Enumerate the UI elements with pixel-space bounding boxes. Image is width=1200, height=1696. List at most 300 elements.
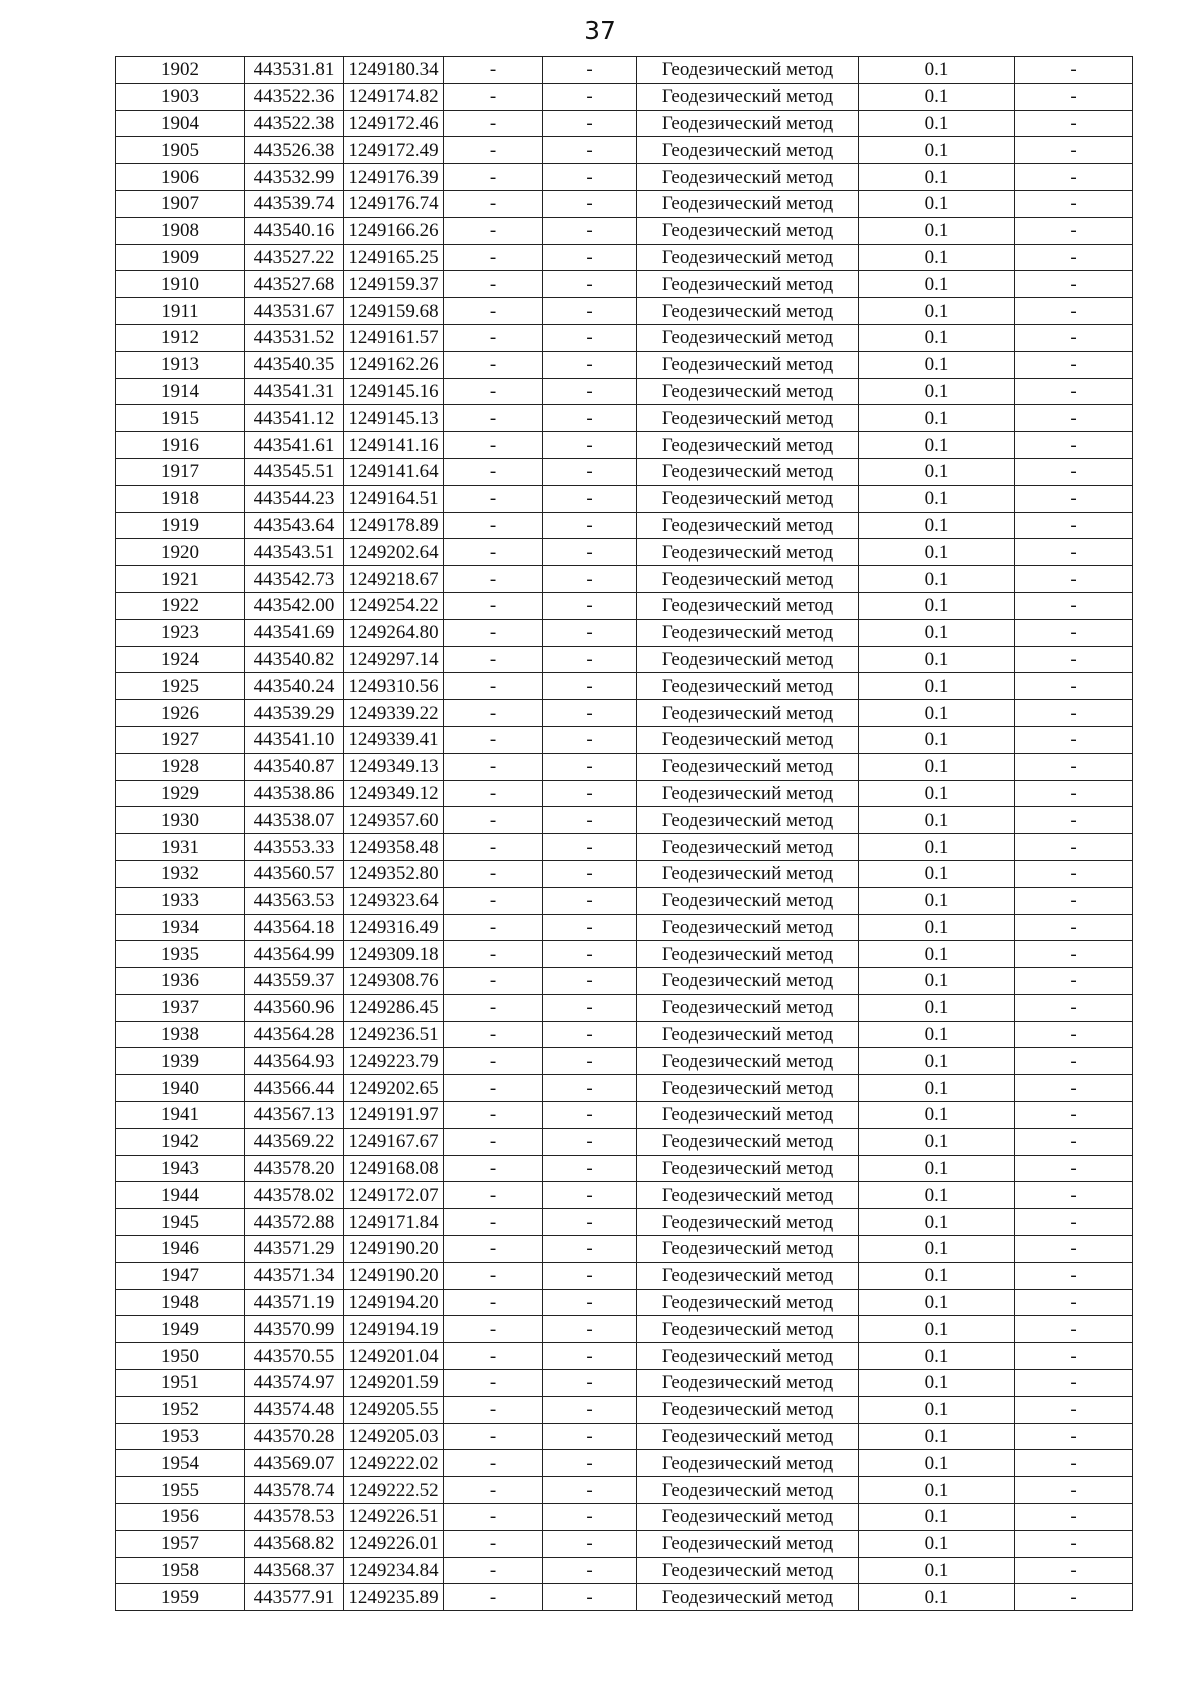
- precision-cell: 0.1: [859, 190, 1015, 217]
- empty-value-cell: -: [444, 1075, 543, 1102]
- method-cell: Геодезический метод: [637, 1370, 859, 1397]
- table-row: [116, 1048, 1133, 1075]
- empty-value-cell: -: [543, 1423, 637, 1450]
- x-coordinate-cell: 443560.57: [245, 860, 344, 887]
- empty-value-cell: -: [1015, 673, 1133, 700]
- empty-value-cell: -: [444, 726, 543, 753]
- point-number-cell: 1907: [116, 190, 245, 217]
- empty-value-cell: -: [444, 1209, 543, 1236]
- x-coordinate-cell: 443571.34: [245, 1262, 344, 1289]
- method-cell: Геодезический метод: [637, 1530, 859, 1557]
- y-coordinate-cell: 1249205.55: [344, 1396, 444, 1423]
- table-row: [116, 968, 1133, 995]
- precision-cell: 0.1: [859, 539, 1015, 566]
- empty-value-cell: -: [444, 57, 543, 84]
- method-cell: Геодезический метод: [637, 1128, 859, 1155]
- y-coordinate-cell: 1249201.04: [344, 1343, 444, 1370]
- point-number-cell: 1904: [116, 110, 245, 137]
- table-row: [116, 1450, 1133, 1477]
- point-number-cell: 1918: [116, 485, 245, 512]
- precision-cell: 0.1: [859, 1584, 1015, 1611]
- empty-value-cell: -: [444, 1530, 543, 1557]
- precision-cell: 0.1: [859, 217, 1015, 244]
- point-number-cell: 1902: [116, 57, 245, 84]
- precision-cell: 0.1: [859, 646, 1015, 673]
- precision-cell: 0.1: [859, 1396, 1015, 1423]
- empty-value-cell: -: [1015, 539, 1133, 566]
- coordinates-table-body: [116, 57, 1133, 1611]
- precision-cell: 0.1: [859, 405, 1015, 432]
- table-row: [116, 646, 1133, 673]
- y-coordinate-cell: 1249349.13: [344, 753, 444, 780]
- empty-value-cell: -: [1015, 1048, 1133, 1075]
- table-row: [116, 807, 1133, 834]
- empty-value-cell: -: [444, 860, 543, 887]
- table-row: [116, 1370, 1133, 1397]
- empty-value-cell: -: [444, 968, 543, 995]
- table-row: [116, 512, 1133, 539]
- y-coordinate-cell: 1249226.51: [344, 1504, 444, 1531]
- method-cell: Геодезический метод: [637, 673, 859, 700]
- empty-value-cell: -: [543, 1504, 637, 1531]
- empty-value-cell: -: [444, 83, 543, 110]
- method-cell: Геодезический метод: [637, 968, 859, 995]
- table-row: [116, 860, 1133, 887]
- method-cell: Геодезический метод: [637, 137, 859, 164]
- empty-value-cell: -: [543, 432, 637, 459]
- empty-value-cell: -: [1015, 1128, 1133, 1155]
- table-row: [116, 1021, 1133, 1048]
- point-number-cell: 1928: [116, 753, 245, 780]
- empty-value-cell: -: [444, 807, 543, 834]
- method-cell: Геодезический метод: [637, 807, 859, 834]
- empty-value-cell: -: [444, 1370, 543, 1397]
- point-number-cell: 1930: [116, 807, 245, 834]
- method-cell: Геодезический метод: [637, 1450, 859, 1477]
- x-coordinate-cell: 443578.53: [245, 1504, 344, 1531]
- x-coordinate-cell: 443577.91: [245, 1584, 344, 1611]
- empty-value-cell: -: [444, 1343, 543, 1370]
- method-cell: Геодезический метод: [637, 780, 859, 807]
- method-cell: Геодезический метод: [637, 244, 859, 271]
- precision-cell: 0.1: [859, 1289, 1015, 1316]
- table-row: [116, 1236, 1133, 1263]
- empty-value-cell: -: [543, 646, 637, 673]
- table-row: [116, 83, 1133, 110]
- empty-value-cell: -: [1015, 1316, 1133, 1343]
- empty-value-cell: -: [1015, 807, 1133, 834]
- precision-cell: 0.1: [859, 271, 1015, 298]
- empty-value-cell: -: [543, 807, 637, 834]
- table-row: [116, 1316, 1133, 1343]
- empty-value-cell: -: [1015, 512, 1133, 539]
- x-coordinate-cell: 443542.73: [245, 566, 344, 593]
- empty-value-cell: -: [1015, 1396, 1133, 1423]
- method-cell: Геодезический метод: [637, 83, 859, 110]
- method-cell: Геодезический метод: [637, 994, 859, 1021]
- empty-value-cell: -: [1015, 271, 1133, 298]
- y-coordinate-cell: 1249166.26: [344, 217, 444, 244]
- method-cell: Геодезический метод: [637, 1343, 859, 1370]
- point-number-cell: 1915: [116, 405, 245, 432]
- x-coordinate-cell: 443526.38: [245, 137, 344, 164]
- point-number-cell: 1924: [116, 646, 245, 673]
- empty-value-cell: -: [543, 592, 637, 619]
- table-row: [116, 914, 1133, 941]
- empty-value-cell: -: [1015, 646, 1133, 673]
- point-number-cell: 1931: [116, 834, 245, 861]
- y-coordinate-cell: 1249310.56: [344, 673, 444, 700]
- empty-value-cell: -: [543, 324, 637, 351]
- table-row: [116, 378, 1133, 405]
- precision-cell: 0.1: [859, 244, 1015, 271]
- method-cell: Геодезический метод: [637, 1075, 859, 1102]
- table-row: [116, 539, 1133, 566]
- precision-cell: 0.1: [859, 110, 1015, 137]
- empty-value-cell: -: [444, 994, 543, 1021]
- y-coordinate-cell: 1249145.13: [344, 405, 444, 432]
- empty-value-cell: -: [444, 512, 543, 539]
- empty-value-cell: -: [444, 592, 543, 619]
- table-row: [116, 1504, 1133, 1531]
- point-number-cell: 1944: [116, 1182, 245, 1209]
- empty-value-cell: -: [1015, 941, 1133, 968]
- point-number-cell: 1952: [116, 1396, 245, 1423]
- precision-cell: 0.1: [859, 619, 1015, 646]
- x-coordinate-cell: 443567.13: [245, 1102, 344, 1129]
- table-row: [116, 1155, 1133, 1182]
- precision-cell: 0.1: [859, 351, 1015, 378]
- method-cell: Геодезический метод: [637, 1021, 859, 1048]
- empty-value-cell: -: [543, 1557, 637, 1584]
- method-cell: Геодезический метод: [637, 164, 859, 191]
- point-number-cell: 1949: [116, 1316, 245, 1343]
- x-coordinate-cell: 443563.53: [245, 887, 344, 914]
- precision-cell: 0.1: [859, 1477, 1015, 1504]
- y-coordinate-cell: 1249141.64: [344, 458, 444, 485]
- precision-cell: 0.1: [859, 566, 1015, 593]
- empty-value-cell: -: [543, 110, 637, 137]
- precision-cell: 0.1: [859, 592, 1015, 619]
- empty-value-cell: -: [444, 1155, 543, 1182]
- empty-value-cell: -: [1015, 1477, 1133, 1504]
- precision-cell: 0.1: [859, 57, 1015, 84]
- method-cell: Геодезический метод: [637, 1155, 859, 1182]
- point-number-cell: 1925: [116, 673, 245, 700]
- x-coordinate-cell: 443540.35: [245, 351, 344, 378]
- x-coordinate-cell: 443564.28: [245, 1021, 344, 1048]
- method-cell: Геодезический метод: [637, 1236, 859, 1263]
- x-coordinate-cell: 443574.97: [245, 1370, 344, 1397]
- point-number-cell: 1958: [116, 1557, 245, 1584]
- empty-value-cell: -: [444, 619, 543, 646]
- empty-value-cell: -: [444, 1262, 543, 1289]
- empty-value-cell: -: [543, 1450, 637, 1477]
- table-row: [116, 190, 1133, 217]
- empty-value-cell: -: [543, 458, 637, 485]
- table-row: [116, 458, 1133, 485]
- table-row: [116, 351, 1133, 378]
- empty-value-cell: -: [543, 753, 637, 780]
- y-coordinate-cell: 1249323.64: [344, 887, 444, 914]
- table-row: [116, 1102, 1133, 1129]
- y-coordinate-cell: 1249223.79: [344, 1048, 444, 1075]
- point-number-cell: 1929: [116, 780, 245, 807]
- precision-cell: 0.1: [859, 860, 1015, 887]
- method-cell: Геодезический метод: [637, 1289, 859, 1316]
- precision-cell: 0.1: [859, 941, 1015, 968]
- precision-cell: 0.1: [859, 1075, 1015, 1102]
- method-cell: Геодезический метод: [637, 190, 859, 217]
- method-cell: Геодезический метод: [637, 458, 859, 485]
- x-coordinate-cell: 443540.82: [245, 646, 344, 673]
- empty-value-cell: -: [1015, 1343, 1133, 1370]
- x-coordinate-cell: 443559.37: [245, 968, 344, 995]
- empty-value-cell: -: [444, 405, 543, 432]
- method-cell: Геодезический метод: [637, 512, 859, 539]
- x-coordinate-cell: 443564.18: [245, 914, 344, 941]
- x-coordinate-cell: 443543.64: [245, 512, 344, 539]
- y-coordinate-cell: 1249349.12: [344, 780, 444, 807]
- empty-value-cell: -: [543, 1128, 637, 1155]
- y-coordinate-cell: 1249194.20: [344, 1289, 444, 1316]
- empty-value-cell: -: [543, 137, 637, 164]
- method-cell: Геодезический метод: [637, 1584, 859, 1611]
- y-coordinate-cell: 1249297.14: [344, 646, 444, 673]
- precision-cell: 0.1: [859, 1504, 1015, 1531]
- empty-value-cell: -: [543, 298, 637, 325]
- x-coordinate-cell: 443540.16: [245, 217, 344, 244]
- table-row: [116, 217, 1133, 244]
- precision-cell: 0.1: [859, 780, 1015, 807]
- empty-value-cell: -: [1015, 1289, 1133, 1316]
- y-coordinate-cell: 1249222.02: [344, 1450, 444, 1477]
- method-cell: Геодезический метод: [637, 1209, 859, 1236]
- y-coordinate-cell: 1249264.80: [344, 619, 444, 646]
- x-coordinate-cell: 443572.88: [245, 1209, 344, 1236]
- empty-value-cell: -: [543, 1370, 637, 1397]
- point-number-cell: 1959: [116, 1584, 245, 1611]
- table-row: [116, 1557, 1133, 1584]
- method-cell: Геодезический метод: [637, 1182, 859, 1209]
- method-cell: Геодезический метод: [637, 298, 859, 325]
- precision-cell: 0.1: [859, 1128, 1015, 1155]
- point-number-cell: 1947: [116, 1262, 245, 1289]
- empty-value-cell: -: [444, 324, 543, 351]
- empty-value-cell: -: [543, 673, 637, 700]
- empty-value-cell: -: [1015, 1236, 1133, 1263]
- point-number-cell: 1932: [116, 860, 245, 887]
- y-coordinate-cell: 1249205.03: [344, 1423, 444, 1450]
- empty-value-cell: -: [543, 378, 637, 405]
- x-coordinate-cell: 443564.99: [245, 941, 344, 968]
- x-coordinate-cell: 443522.38: [245, 110, 344, 137]
- empty-value-cell: -: [1015, 190, 1133, 217]
- empty-value-cell: -: [1015, 110, 1133, 137]
- y-coordinate-cell: 1249172.07: [344, 1182, 444, 1209]
- y-coordinate-cell: 1249141.16: [344, 432, 444, 459]
- empty-value-cell: -: [1015, 1209, 1133, 1236]
- point-number-cell: 1934: [116, 914, 245, 941]
- point-number-cell: 1950: [116, 1343, 245, 1370]
- x-coordinate-cell: 443541.31: [245, 378, 344, 405]
- method-cell: Геодезический метод: [637, 1504, 859, 1531]
- precision-cell: 0.1: [859, 485, 1015, 512]
- table-row: [116, 1075, 1133, 1102]
- empty-value-cell: -: [1015, 1182, 1133, 1209]
- x-coordinate-cell: 443531.67: [245, 298, 344, 325]
- method-cell: Геодезический метод: [637, 539, 859, 566]
- precision-cell: 0.1: [859, 1209, 1015, 1236]
- table-row: [116, 592, 1133, 619]
- table-row: [116, 110, 1133, 137]
- method-cell: Геодезический метод: [637, 834, 859, 861]
- empty-value-cell: -: [1015, 1584, 1133, 1611]
- empty-value-cell: -: [1015, 566, 1133, 593]
- method-cell: Геодезический метод: [637, 753, 859, 780]
- table-row: [116, 1423, 1133, 1450]
- x-coordinate-cell: 443541.12: [245, 405, 344, 432]
- x-coordinate-cell: 443527.68: [245, 271, 344, 298]
- point-number-cell: 1942: [116, 1128, 245, 1155]
- y-coordinate-cell: 1249222.52: [344, 1477, 444, 1504]
- precision-cell: 0.1: [859, 83, 1015, 110]
- point-number-cell: 1906: [116, 164, 245, 191]
- point-number-cell: 1909: [116, 244, 245, 271]
- precision-cell: 0.1: [859, 834, 1015, 861]
- empty-value-cell: -: [1015, 1504, 1133, 1531]
- y-coordinate-cell: 1249357.60: [344, 807, 444, 834]
- method-cell: Геодезический метод: [637, 1557, 859, 1584]
- point-number-cell: 1937: [116, 994, 245, 1021]
- method-cell: Геодезический метод: [637, 1477, 859, 1504]
- empty-value-cell: -: [444, 485, 543, 512]
- method-cell: Геодезический метод: [637, 271, 859, 298]
- y-coordinate-cell: 1249190.20: [344, 1236, 444, 1263]
- empty-value-cell: -: [543, 726, 637, 753]
- empty-value-cell: -: [444, 1584, 543, 1611]
- empty-value-cell: -: [1015, 860, 1133, 887]
- empty-value-cell: -: [444, 137, 543, 164]
- precision-cell: 0.1: [859, 512, 1015, 539]
- method-cell: Геодезический метод: [637, 432, 859, 459]
- empty-value-cell: -: [543, 512, 637, 539]
- table-row: [116, 1128, 1133, 1155]
- precision-cell: 0.1: [859, 1021, 1015, 1048]
- point-number-cell: 1945: [116, 1209, 245, 1236]
- method-cell: Геодезический метод: [637, 217, 859, 244]
- method-cell: Геодезический метод: [637, 378, 859, 405]
- table-row: [116, 1289, 1133, 1316]
- x-coordinate-cell: 443544.23: [245, 485, 344, 512]
- precision-cell: 0.1: [859, 700, 1015, 727]
- empty-value-cell: -: [543, 1102, 637, 1129]
- empty-value-cell: -: [1015, 1075, 1133, 1102]
- empty-value-cell: -: [1015, 83, 1133, 110]
- empty-value-cell: -: [444, 1128, 543, 1155]
- y-coordinate-cell: 1249178.89: [344, 512, 444, 539]
- empty-value-cell: -: [543, 1021, 637, 1048]
- empty-value-cell: -: [444, 646, 543, 673]
- method-cell: Геодезический метод: [637, 1423, 859, 1450]
- y-coordinate-cell: 1249161.57: [344, 324, 444, 351]
- point-number-cell: 1911: [116, 298, 245, 325]
- y-coordinate-cell: 1249167.67: [344, 1128, 444, 1155]
- y-coordinate-cell: 1249308.76: [344, 968, 444, 995]
- empty-value-cell: -: [1015, 57, 1133, 84]
- x-coordinate-cell: 443571.19: [245, 1289, 344, 1316]
- method-cell: Геодезический метод: [637, 57, 859, 84]
- empty-value-cell: -: [543, 190, 637, 217]
- y-coordinate-cell: 1249190.20: [344, 1262, 444, 1289]
- y-coordinate-cell: 1249339.41: [344, 726, 444, 753]
- empty-value-cell: -: [444, 1396, 543, 1423]
- method-cell: Геодезический метод: [637, 887, 859, 914]
- page-number: 37: [584, 16, 616, 45]
- y-coordinate-cell: 1249194.19: [344, 1316, 444, 1343]
- precision-cell: 0.1: [859, 807, 1015, 834]
- empty-value-cell: -: [444, 1477, 543, 1504]
- table-row: [116, 834, 1133, 861]
- y-coordinate-cell: 1249339.22: [344, 700, 444, 727]
- precision-cell: 0.1: [859, 1423, 1015, 1450]
- table-row: [116, 1343, 1133, 1370]
- table-row: [116, 164, 1133, 191]
- empty-value-cell: -: [444, 1289, 543, 1316]
- y-coordinate-cell: 1249180.34: [344, 57, 444, 84]
- table-row: [116, 1182, 1133, 1209]
- empty-value-cell: -: [543, 566, 637, 593]
- y-coordinate-cell: 1249159.68: [344, 298, 444, 325]
- empty-value-cell: -: [543, 405, 637, 432]
- point-number-cell: 1927: [116, 726, 245, 753]
- point-number-cell: 1939: [116, 1048, 245, 1075]
- table-row: [116, 1396, 1133, 1423]
- point-number-cell: 1948: [116, 1289, 245, 1316]
- method-cell: Геодезический метод: [637, 726, 859, 753]
- point-number-cell: 1908: [116, 217, 245, 244]
- y-coordinate-cell: 1249174.82: [344, 83, 444, 110]
- table-row: [116, 673, 1133, 700]
- x-coordinate-cell: 443538.86: [245, 780, 344, 807]
- x-coordinate-cell: 443541.69: [245, 619, 344, 646]
- precision-cell: 0.1: [859, 1236, 1015, 1263]
- table-row: [116, 485, 1133, 512]
- point-number-cell: 1933: [116, 887, 245, 914]
- point-number-cell: 1912: [116, 324, 245, 351]
- empty-value-cell: -: [444, 914, 543, 941]
- empty-value-cell: -: [543, 1262, 637, 1289]
- empty-value-cell: -: [1015, 405, 1133, 432]
- empty-value-cell: -: [444, 271, 543, 298]
- empty-value-cell: -: [543, 1236, 637, 1263]
- coordinates-table: [115, 56, 1133, 1611]
- empty-value-cell: -: [543, 968, 637, 995]
- precision-cell: 0.1: [859, 887, 1015, 914]
- x-coordinate-cell: 443541.61: [245, 432, 344, 459]
- table-row: [116, 619, 1133, 646]
- method-cell: Геодезический метод: [637, 485, 859, 512]
- empty-value-cell: -: [444, 110, 543, 137]
- empty-value-cell: -: [543, 994, 637, 1021]
- empty-value-cell: -: [444, 566, 543, 593]
- point-number-cell: 1956: [116, 1504, 245, 1531]
- empty-value-cell: -: [1015, 726, 1133, 753]
- table-row: [116, 1477, 1133, 1504]
- x-coordinate-cell: 443531.81: [245, 57, 344, 84]
- table-row: [116, 271, 1133, 298]
- empty-value-cell: -: [1015, 137, 1133, 164]
